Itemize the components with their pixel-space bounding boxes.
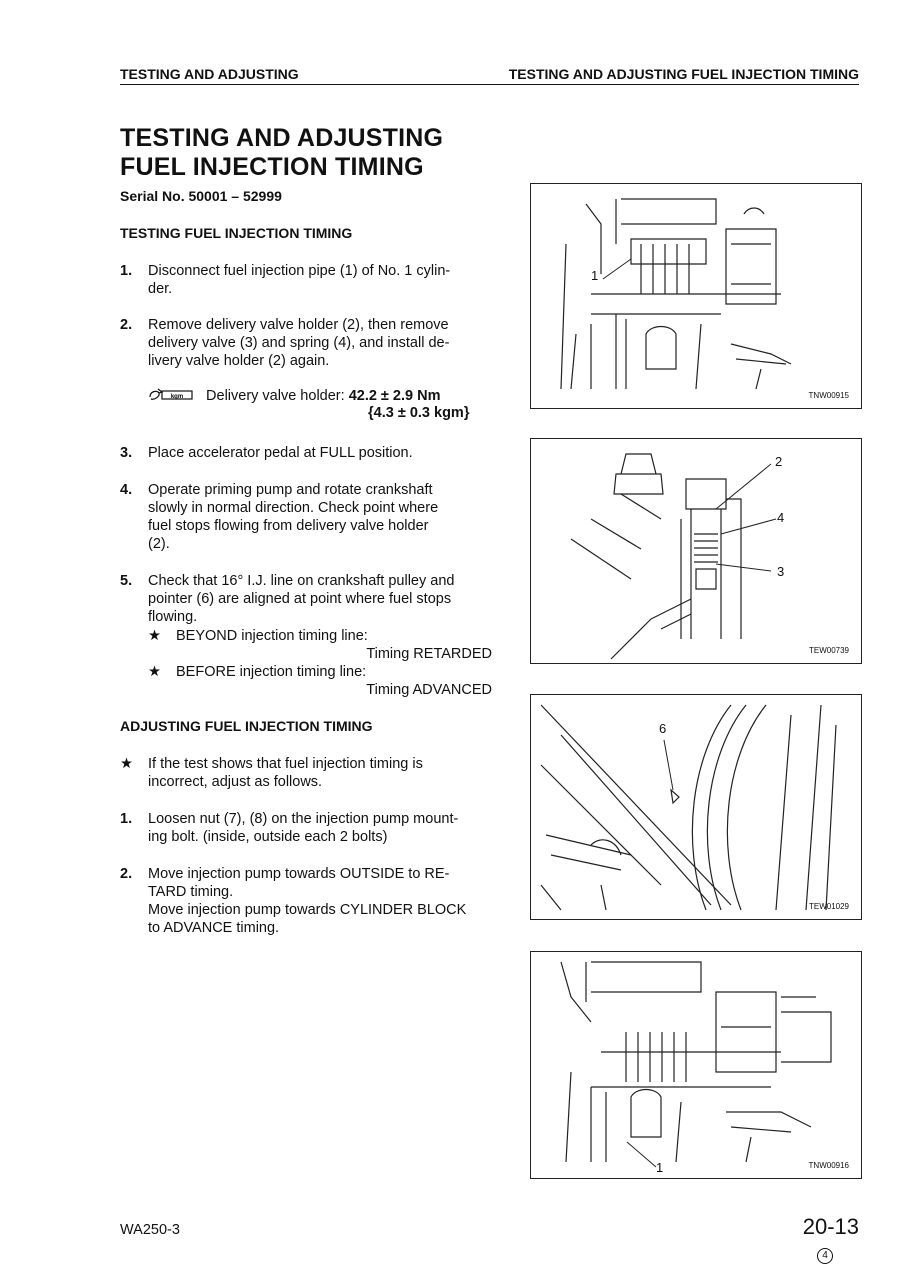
adjusting-step-2: 2. Move injection pump towards OUTSIDE to RE- TARD timing. Move injection pump towards CYLINDER BLOCK to ADVANCE timing. <box>120 866 467 936</box>
page-header <box>120 66 859 85</box>
figure-code: TEW01029 <box>808 902 849 911</box>
note-beyond-result: Timing RETARDED <box>366 646 492 662</box>
note-before: BEFORE injection timing line: <box>176 664 367 680</box>
testing-step-5: 5. Check that 16° I.J. line on crankshaft pulley and pointer (6) are aligned at point where fuel stops flowing. <box>120 573 455 625</box>
testing-heading: TESTING FUEL INJECTION TIMING <box>120 225 353 241</box>
figure-label: 6 <box>659 721 667 736</box>
testing-step-4: 4. Operate priming pump and rotate crankshaft slowly in normal direction. Check point where fuel stops flowing from delivery valve holder (2). <box>120 482 439 552</box>
figure-code: TNW00916 <box>808 1161 849 1170</box>
figure-label: 4 <box>777 510 785 525</box>
figure-label: 1 <box>591 268 599 283</box>
torque-value-nm: 42.2 ± 2.9 Nm <box>348 388 441 404</box>
torque-value-kgm: {4.3 ± 0.3 kgm} <box>368 405 470 421</box>
footer-model: WA250-3 <box>120 1222 180 1238</box>
svg-text:kgm: kgm <box>170 394 184 400</box>
figure-injection-pump <box>530 951 862 1179</box>
page-number: 20-13 <box>802 1214 859 1239</box>
figure-crankshaft-pulley <box>530 694 862 920</box>
page-title: TESTING AND ADJUSTING FUEL INJECTION TIMING <box>120 124 444 181</box>
testing-step-1: 1. Disconnect fuel injection pipe (1) of No. 1 cylin- der. <box>120 263 451 297</box>
adjusting-note: ★ If the test shows that fuel injection timing is incorrect, adjust as follows. <box>120 756 423 790</box>
engine-diagram-1 <box>531 184 861 408</box>
figure-code: TNW00915 <box>808 391 849 400</box>
testing-step-3: 3. Place accelerator pedal at FULL position. <box>120 445 413 461</box>
figure-injection-pipe <box>530 183 862 409</box>
note-before-result: Timing ADVANCED <box>366 682 492 698</box>
note-beyond: BEYOND injection timing line: <box>176 628 368 644</box>
note-star: ★ <box>148 628 161 644</box>
header-left: TESTING AND ADJUSTING <box>120 66 299 82</box>
torque-wrench-icon <box>148 388 194 402</box>
torque-label: Delivery valve holder: <box>206 388 345 404</box>
figure-code: TEW00739 <box>808 646 849 655</box>
revision-badge: 4 <box>817 1248 833 1264</box>
header-right: TESTING AND ADJUSTING FUEL INJECTION TIMING <box>508 66 859 82</box>
serial-number: Serial No. 50001 – 52999 <box>120 188 282 204</box>
adjusting-step-1: 1. Loosen nut (7), (8) on the injection pump mount- ing bolt. (inside, outside each 2 bolts) <box>120 811 459 845</box>
figure-delivery-valve <box>530 438 862 664</box>
figure-label: 3 <box>777 564 785 579</box>
delivery-valve-diagram <box>531 439 861 663</box>
note-star: ★ <box>148 664 161 680</box>
crankshaft-pulley-diagram <box>531 695 861 919</box>
adjusting-heading: ADJUSTING FUEL INJECTION TIMING <box>120 718 373 734</box>
testing-step-2: 2. Remove delivery valve holder (2), then remove delivery valve (3) and spring (4), and install de- livery valve holder (2) again. <box>120 317 450 369</box>
figure-label: 2 <box>775 454 783 469</box>
torque-spec <box>148 387 440 405</box>
figure-label: 1 <box>656 1160 664 1175</box>
injection-pump-diagram <box>531 952 861 1178</box>
